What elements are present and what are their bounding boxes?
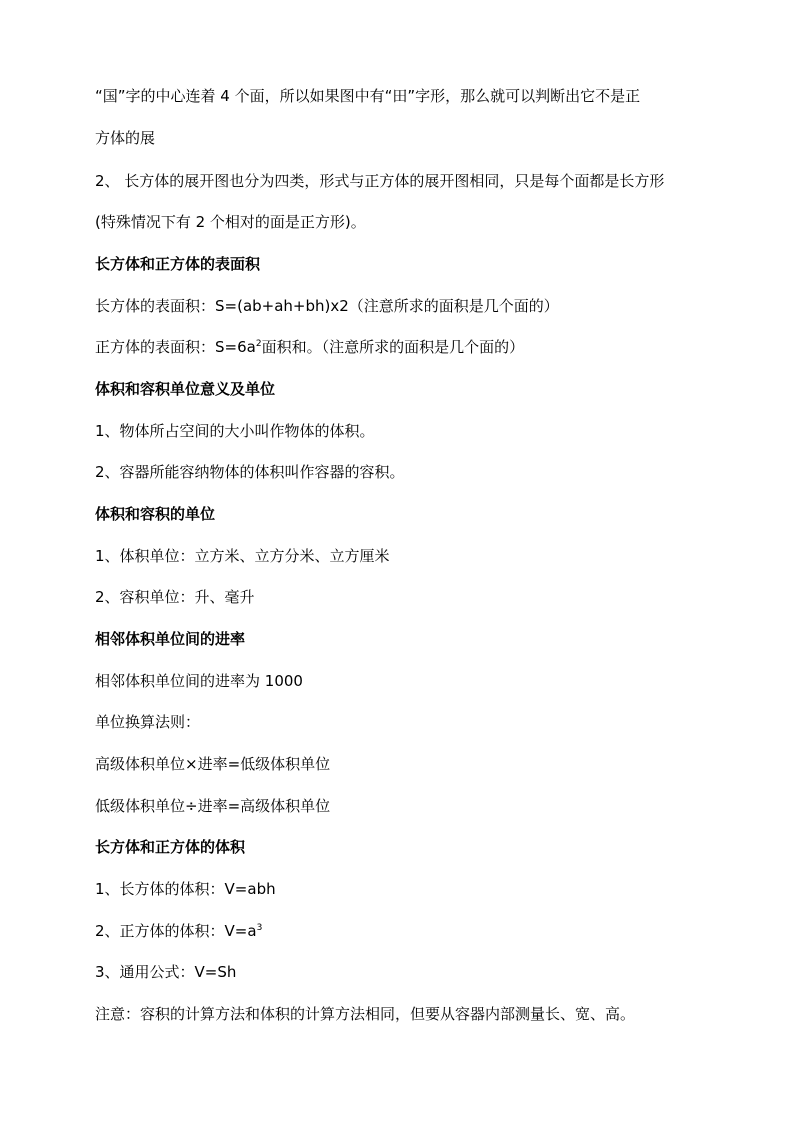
section-heading-surface-area: 长方体和正方体的表面积 [95,255,261,273]
paragraph-line-3: 2、 长方体的展开图也分为四类，形式与正方体的展开图相同，只是每个面都是长方形 [95,172,665,190]
cube-volume-formula [95,921,262,941]
paragraph-line-4: (特殊情况下有 2 个相对的面是正方形)。 [95,213,366,231]
section-heading-volume-meaning: 体积和容积单位意义及单位 [95,380,276,398]
formula-text-after: 面积和。（注意所求的面积是几个面的） [261,338,525,356]
volume-definition: 1、物体所占空间的大小叫作物体的体积。 [95,422,375,440]
capacity-units: 2、容积单位：升、毫升 [95,588,255,606]
paragraph-line-2: 方体的展 [95,129,156,147]
cuboid-surface-area-formula: 长方体的表面积：S=(ab+ah+bh)x2（注意所求的面积是几个面的） [95,297,559,315]
section-heading-conversion-rate: 相邻体积单位间的进率 [95,630,246,648]
conversion-rules-label: 单位换算法则： [95,713,201,731]
conversion-rule-2: 低级体积单位÷进率=高级体积单位 [95,797,331,815]
note-text: 注意：容积的计算方法和体积的计算方法相同，但要从容器内部测量长、宽、高。 [95,1005,636,1023]
conversion-rate-text: 相邻体积单位间的进率为 1000 [95,672,303,690]
capacity-definition: 2、容器所能容纳物体的体积叫作容器的容积。 [95,463,405,481]
formula-text-before: 2、正方体的体积：V=a [95,922,257,940]
cube-surface-area-formula [95,337,524,357]
volume-units: 1、体积单位：立方米、立方分米、立方厘米 [95,547,390,565]
superscript: 2 [255,339,262,349]
cuboid-volume-formula: 1、长方体的体积：V=abh [95,880,276,898]
paragraph-line-1: “国”字的中心连着 4 个面，所以如果图中有“田”字形，那么就可以判断出它不是正 [95,87,641,105]
formula-text-before: 正方体的表面积：S=6a [95,338,256,356]
conversion-rule-1: 高级体积单位×进率=低级体积单位 [95,755,331,773]
superscript: 3 [256,923,263,933]
section-heading-units: 体积和容积的单位 [95,505,216,523]
general-volume-formula: 3、通用公式：V=Sh [95,963,237,981]
section-heading-volume: 长方体和正方体的体积 [95,838,246,856]
